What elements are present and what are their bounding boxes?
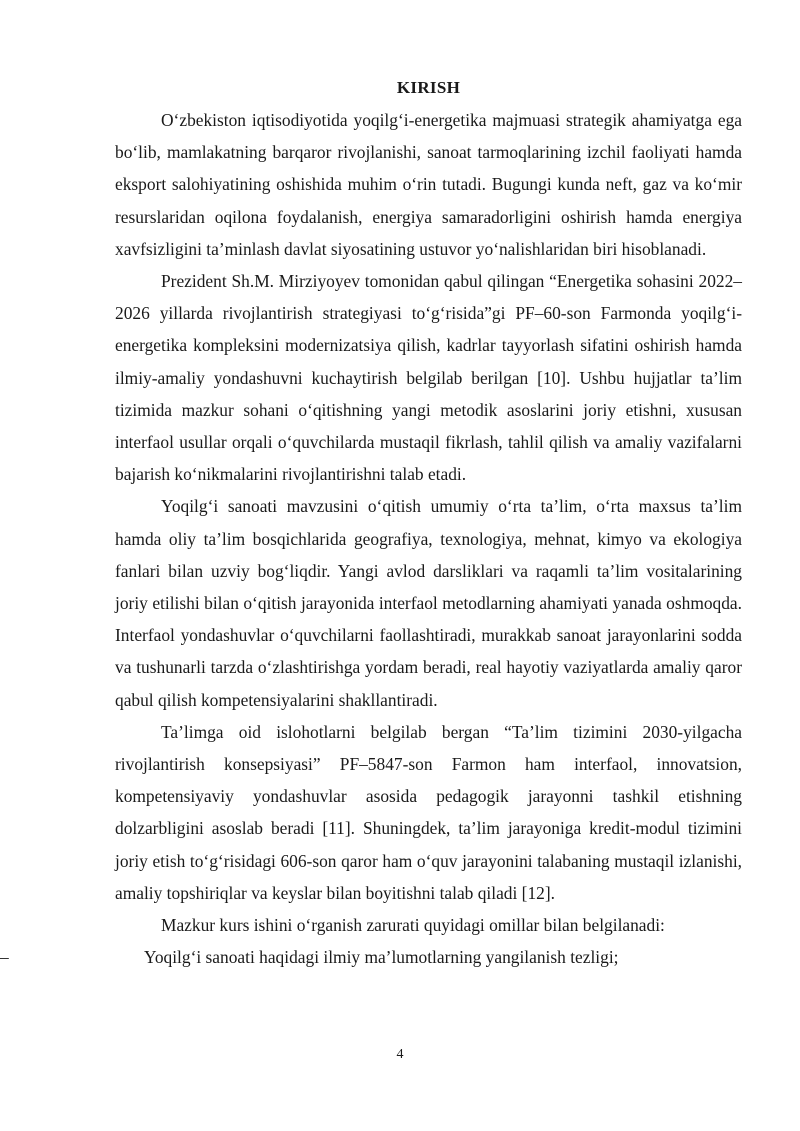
paragraph-4: Ta’limga oid islohotlarni belgilab bergan “Ta’lim tizimini 2030-yilgacha rivojlantirish konsepsiyasi” PF–5847-son Farmon ham interfaol, innovatsion, kompetensiyaviy yondashuvlar asosida pedagogik jarayonni tashkil etishning dolzarbligini asoslab beradi [11]. Shuningdek, ta’lim jarayoniga kredit-modul tizimini joriy etish to‘g‘risidagi 606-son qaror ham o‘quv jarayonini talabaning mustaqil izlanishi, amaliy topshiriqlar va keyslar bilan boyitishni talab qiladi [12]. [115,721,742,903]
paragraph-3: Yoqilg‘i sanoati mavzusini o‘qitish umumiy o‘rta ta’lim, o‘rta maxsus ta’lim hamda oliy ta’lim bosqichlarida geografiya, texnologiya, mehnat, kimyo va ekologiya fanlari bilan uzviy bog‘liqdir. Yangi avlod darsliklari va raqamli ta’lim vositalarining joriy etilishi bilan o‘qitish jarayonida interfaol metodlarning ahamiyati yanada oshmoqda. Interfaol yondashuvlar o‘quvchilarni faollashtiradi, murakkab sanoat jarayonlarini sodda va tushunarli tarzda o‘zlashtirishga yordam beradi, real hayotiy vaziyatlarda amaliy qaror qabul qilish kompetensiyalarini shakllantiradi. [115,496,742,710]
paragraph-2: Prezident Sh.M. Mirziyoyev tomonidan qabul qilingan “Energetika sohasini 2022–2026 yillarda rivojlantirish strategiyasi to‘g‘risida”gi PF–60-son Farmonda yoqilg‘i-energetika kompleksini modernizatsiya qilish, kadrlar tayyorlash sifatini oshirish hamda ilmiy-amaliy yondashuvni kuchaytirish belgilab berilgan [10]. Ushbu hujjatlar ta’lim tizimida mazkur sohani o‘qitishning yangi metodik asoslarini joriy etishni, xususan interfaol usullar orqali o‘quvchilarda mustaqil fikrlash, tahlil qilish va amaliy vazifalarni bajarish ko‘nikmalarini rivojlantirishni talab etadi. [115,271,742,485]
paragraph-5: Mazkur kurs ishini o‘rganish zarurati quyidagi omillar bilan belgilanadi: [161,915,665,936]
paragraph-1: O‘zbekiston iqtisodiyotida yoqilg‘i-energetika majmuasi strategik ahamiyatga ega bo‘lib, mamlakatning barqaror rivojlanishi, sanoat tarmoqlarining izchil faoliyati hamda eksport salohiyatining oshishida muhim o‘rin tutadi. Bugungi kunda neft, gaz va ko‘mir resurslaridan oqilona foydalanish, energiya samaradorligini oshirish hamda energiya xavfsizligini ta’minlash davlat siyosatining ustuvor yo‘nalishlaridan biri hisoblanadi. [115,110,742,259]
page-number: 4 [396,1047,404,1062]
page-content [0,76,742,973]
dash-bullet-icon: – [0,947,9,968]
list-item [0,941,742,973]
list-item-text: Yoqilg‘i sanoati haqidagi ilmiy ma’lumotlarning yangilanish tezligi; [144,947,619,968]
section-heading: KIRISH [396,78,461,97]
